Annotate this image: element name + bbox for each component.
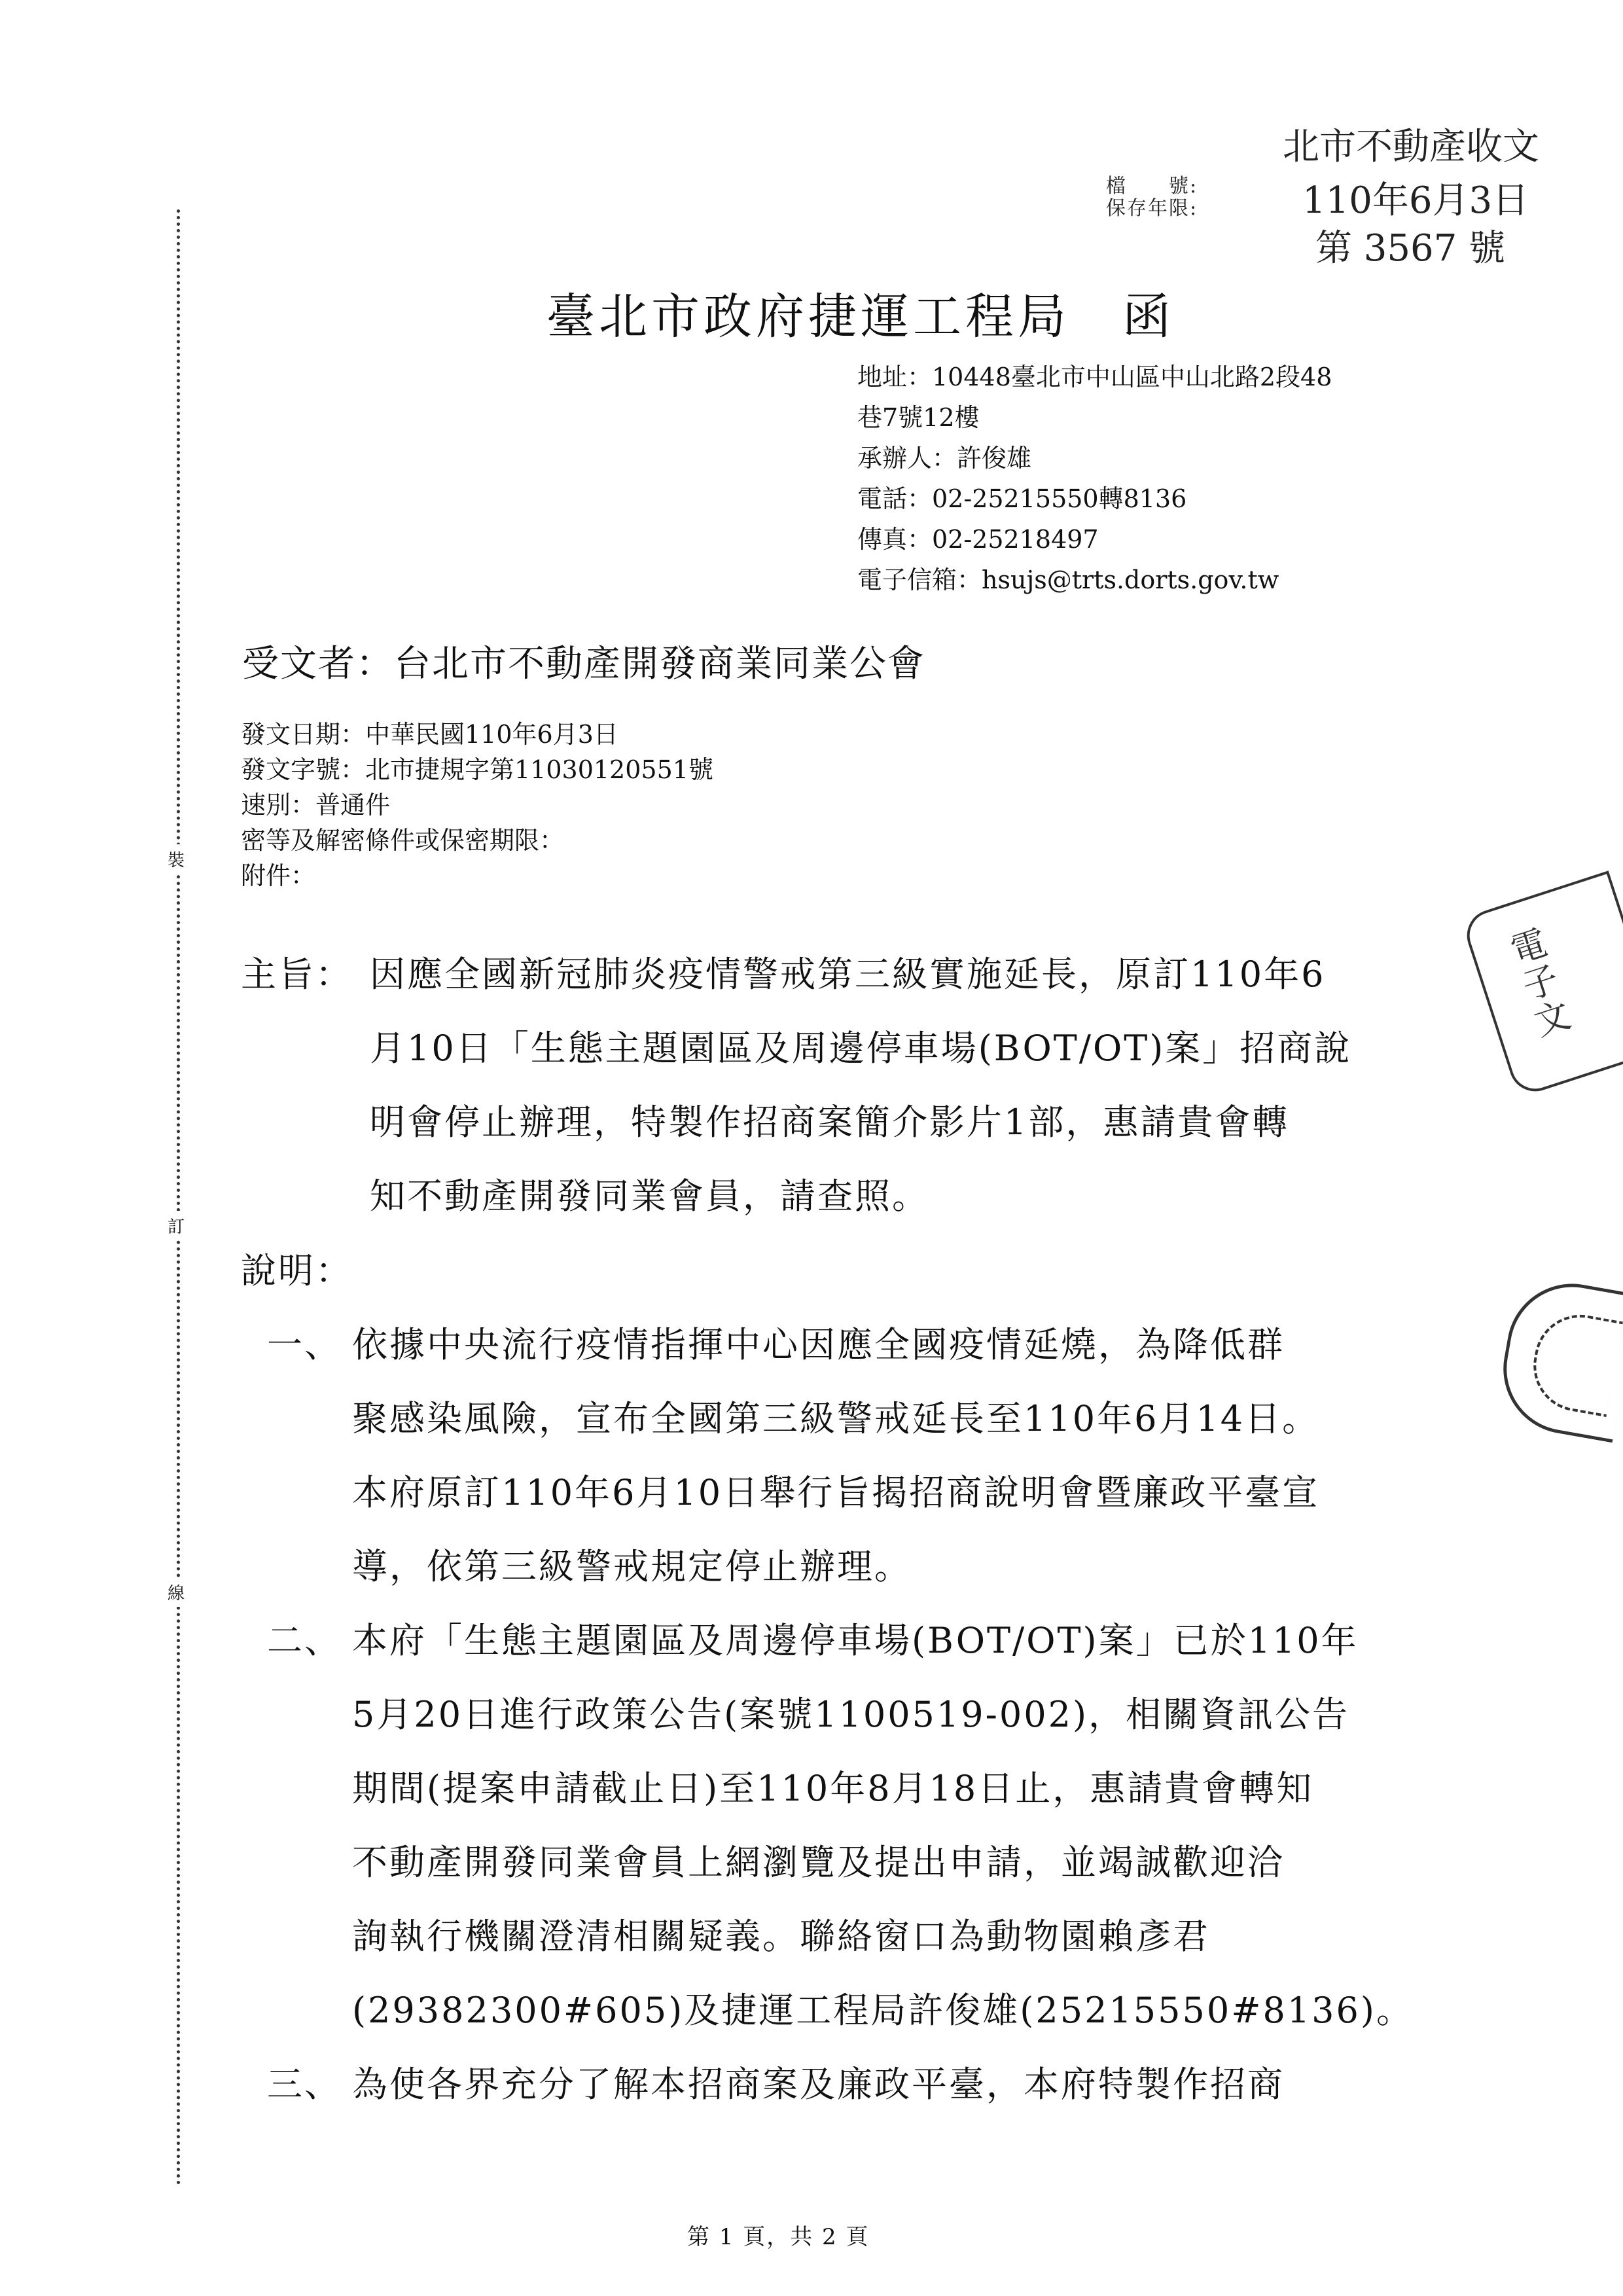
item-line: 依據中央流行疫情指揮中心因應全國疫情延燒，為降低群 — [352, 1324, 1285, 1365]
fax: 傳真：02-25218497 — [857, 525, 1099, 554]
perforation-seal — [1493, 1274, 1623, 1443]
explanation-item-3 — [352, 2047, 1285, 2121]
issue-date: 發文日期：中華民國110年6月3日 — [241, 720, 618, 749]
handler: 承辦人：許俊雄 — [857, 444, 1032, 473]
subject-line: 月10日「生態主題園區及周邊停車場(BOT/OT)案」招商說 — [370, 1028, 1352, 1069]
subject-text — [370, 937, 1351, 1233]
phone: 電話：02-25215550轉8136 — [857, 484, 1187, 513]
item-marker-3: 三、 — [267, 2064, 342, 2105]
contact-block — [857, 357, 1332, 600]
page-footer: 第 1 頁，共 2 頁 — [687, 2224, 870, 2250]
retention-period-label: 保存年限: — [1106, 197, 1198, 220]
secrecy-level: 密等及解密條件或保密期限： — [241, 826, 565, 855]
receipt-office: 北市不動產收文 — [1283, 126, 1539, 168]
explanation-item-2 — [352, 1604, 1414, 2047]
document-title: 臺北市政府捷運工程局 函 — [546, 289, 1175, 345]
electronic-document-seal — [1460, 870, 1623, 1098]
receipt-number: 第 3567 號 — [1315, 227, 1506, 270]
explanation-item-1 — [352, 1308, 1319, 1604]
subject-line: 明會停止辦理，特製作招商案簡介影片1部，惠請貴會轉 — [370, 1102, 1290, 1143]
item-line: 詢執行機關澄清相關疑義。聯絡窗口為動物園賴彥君 — [352, 1916, 1210, 1957]
item-line: 本府「生態主題園區及周邊停車場(BOT/OT)案」已於110年 — [352, 1620, 1359, 1661]
address-line-2: 巷7號12樓 — [857, 403, 980, 432]
item-line: 不動產開發同業會員上網瀏覽及提出申請，並竭誠歡迎洽 — [352, 1842, 1285, 1883]
item-marker-2: 二、 — [267, 1620, 342, 1661]
explanation-label: 說明： — [241, 1250, 353, 1291]
address-line-1: 地址：10448臺北市中山區中山北路2段48 — [857, 363, 1332, 391]
subject-line: 知不動產開發同業會員，請查照。 — [370, 1175, 929, 1217]
archive-number-label: 檔 號: — [1106, 175, 1198, 198]
recipient: 受文者：台北市不動產開發商業同業公會 — [242, 643, 925, 685]
binding-mark-ding: 訂 — [168, 1211, 185, 1240]
document-number: 發文字號：北市捷規字第11030120551號 — [241, 755, 713, 784]
perforation-seal-inner — [1526, 1308, 1623, 1417]
seal-text: 電子文 — [1501, 923, 1576, 1045]
item-line: (29382300#605)及捷運工程局許俊雄(25215550#8136)。 — [352, 1990, 1414, 2031]
item-line: 本府原訂110年6月10日舉行旨揭招商說明會暨廉政平臺宣 — [352, 1472, 1320, 1513]
attachment: 附件： — [241, 861, 316, 890]
binding-mark-xian: 線 — [168, 1577, 185, 1607]
subject-line: 因應全國新冠肺炎疫情警戒第三級實施延長，原訂110年6 — [370, 954, 1326, 995]
item-line: 5月20日進行政策公告(案號1100519-002)，相關資訊公告 — [352, 1694, 1350, 1735]
binding-mark-zhuang: 裝 — [168, 844, 185, 874]
meta-block — [241, 717, 713, 893]
item-line: 聚感染風險，宣布全國第三級警戒延長至110年6月14日。 — [352, 1398, 1320, 1439]
item-line: 為使各界充分了解本招商案及廉政平臺，本府特製作招商 — [352, 2064, 1285, 2105]
speed-category: 速別：普通件 — [241, 791, 391, 819]
email: 電子信箱：hsujs@trts.dorts.gov.tw — [857, 565, 1279, 594]
binding-line — [177, 209, 180, 2186]
item-line: 期間(提案申請截止日)至110年8月18日止，惠請貴會轉知 — [352, 1768, 1314, 1809]
subject-label: 主旨： — [241, 954, 353, 995]
item-marker-1: 一、 — [267, 1324, 342, 1365]
item-line: 導，依第三級警戒規定停止辦理。 — [352, 1546, 912, 1587]
receipt-date: 110年6月3日 — [1302, 179, 1529, 222]
